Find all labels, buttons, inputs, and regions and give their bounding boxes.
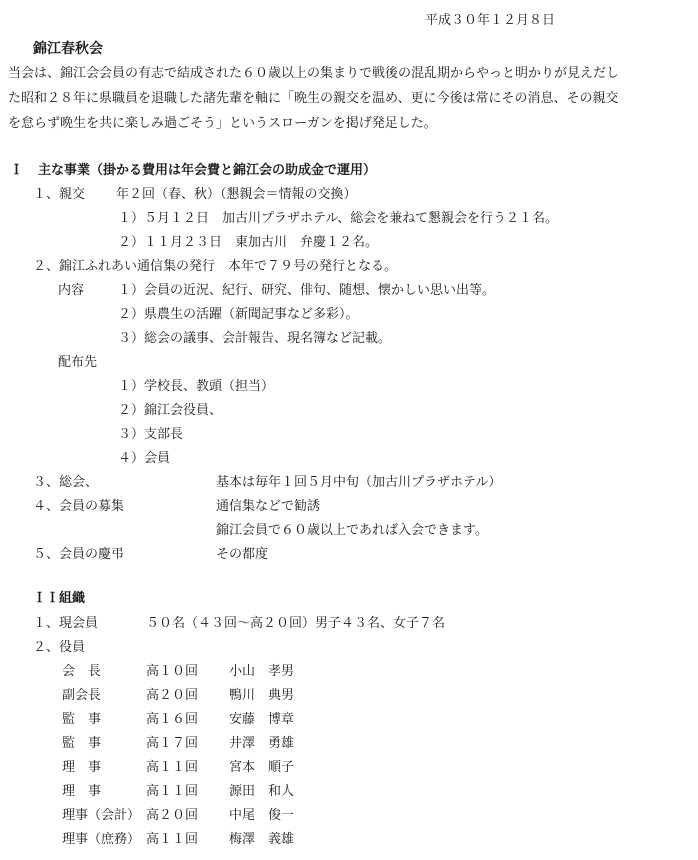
content-item: ２）県農生の活躍（新聞記事など多彩）。 xyxy=(118,307,359,322)
officer-role: 会 長 xyxy=(62,664,102,679)
item-3-label: ３、総会、 xyxy=(33,475,99,490)
item-1-sub: １）５月１２日 加古川プラザホテル、総会を兼ねて懇親会を行う２１名。 xyxy=(118,211,558,226)
document-date: 平成３０年１２月８日 xyxy=(425,13,556,28)
officer-name: 小山 孝男 xyxy=(229,664,295,679)
officer-name: 中尾 俊一 xyxy=(229,808,295,823)
officer-role: 副会長 xyxy=(62,688,102,703)
section-2-heading: ＩＩ組織 xyxy=(33,591,86,606)
item-1-sub: ２）１１月２３日 東加古川 弁慶１２名。 xyxy=(118,235,379,250)
officer-name: 鴨川 典男 xyxy=(229,688,295,703)
distribution-label: 配布先 xyxy=(58,355,98,370)
section-1-heading: 主な事業（掛かる費用は年会費と錦江会の助成金で運用） xyxy=(38,163,377,178)
intro-line: 当会は、錦江会会員の有志で結成された６０歳以上の集まりで戦後の混乱期からやっと明かりが見えだし xyxy=(8,66,620,81)
section-1-number: Ｉ xyxy=(10,163,24,178)
officer-role: 理 事 xyxy=(62,784,102,799)
officer-role: 理事（庶務） xyxy=(62,832,141,847)
item-1-label: １、親交 xyxy=(33,187,86,202)
item-2-label: ２、錦江ふれあい通信集の発行 本年で７９号の発行となる。 xyxy=(33,259,398,274)
officer-role: 理事（会計） xyxy=(62,808,141,823)
officer-class: 高１１回 xyxy=(146,760,199,775)
officer-name: 宮本 順子 xyxy=(229,760,295,775)
officer-name: 源田 和人 xyxy=(229,784,295,799)
officer-role: 監 事 xyxy=(62,736,102,751)
officer-role: 監 事 xyxy=(62,712,102,727)
officer-class: 高１１回 xyxy=(146,832,199,847)
item-3-text: 基本は毎年１回５月中旬（加古川プラザホテル） xyxy=(216,475,502,490)
document-title: 錦江春秋会 xyxy=(33,41,103,57)
officer-class: 高１７回 xyxy=(146,736,199,751)
officers-label: ２、役員 xyxy=(33,640,86,655)
content-item: １）会員の近況、紀行、研究、俳句、随想、懐かしい思い出等。 xyxy=(118,283,496,298)
item-1-text: 年２回（春、秋）（懇親会＝情報の交換） xyxy=(116,187,357,202)
content-label: 内容 xyxy=(58,283,85,298)
officer-name: 梅澤 義雄 xyxy=(229,832,295,847)
officer-name: 安藤 博章 xyxy=(229,712,295,727)
item-5-label: ５、会員の慶弔 xyxy=(33,547,125,562)
distribution-item: ２）錦江会役員、 xyxy=(118,403,223,418)
distribution-item: ４）会員 xyxy=(118,451,171,466)
content-item: ３）総会の議事、会計報告、現名簿など記載。 xyxy=(118,331,392,346)
members-text: ５０名（４３回～高２０回）男子４３名、女子７名 xyxy=(146,616,446,631)
members-label: １、現会員 xyxy=(33,616,99,631)
intro-line: た昭和２８年に県職員を退職した諸先輩を軸に「晩生の親交を温め、更に今後は常にその消息、その親交 xyxy=(8,91,619,106)
item-4-label: ４、会員の募集 xyxy=(33,499,125,514)
officer-class: 高１１回 xyxy=(146,784,199,799)
distribution-item: １）学校長、教頭（担当） xyxy=(118,379,275,394)
officer-name: 井澤 勇雄 xyxy=(229,736,295,751)
officer-class: 高１０回 xyxy=(146,664,199,679)
officer-class: 高２０回 xyxy=(146,808,199,823)
item-4-text: 通信集などで勧誘 xyxy=(216,499,321,514)
item-5-text: その都度 xyxy=(216,547,269,562)
distribution-item: ３）支部長 xyxy=(118,427,184,442)
officer-role: 理 事 xyxy=(62,760,102,775)
item-4-text: 錦江会員で６０歳以上であれば入会できます。 xyxy=(216,523,488,538)
officer-class: 高１６回 xyxy=(146,712,199,727)
intro-line: を怠らず晩生を共に楽しみ過ごそう」というスローガンを掲げ発足した。 xyxy=(8,116,437,131)
officer-class: 高２０回 xyxy=(146,688,199,703)
